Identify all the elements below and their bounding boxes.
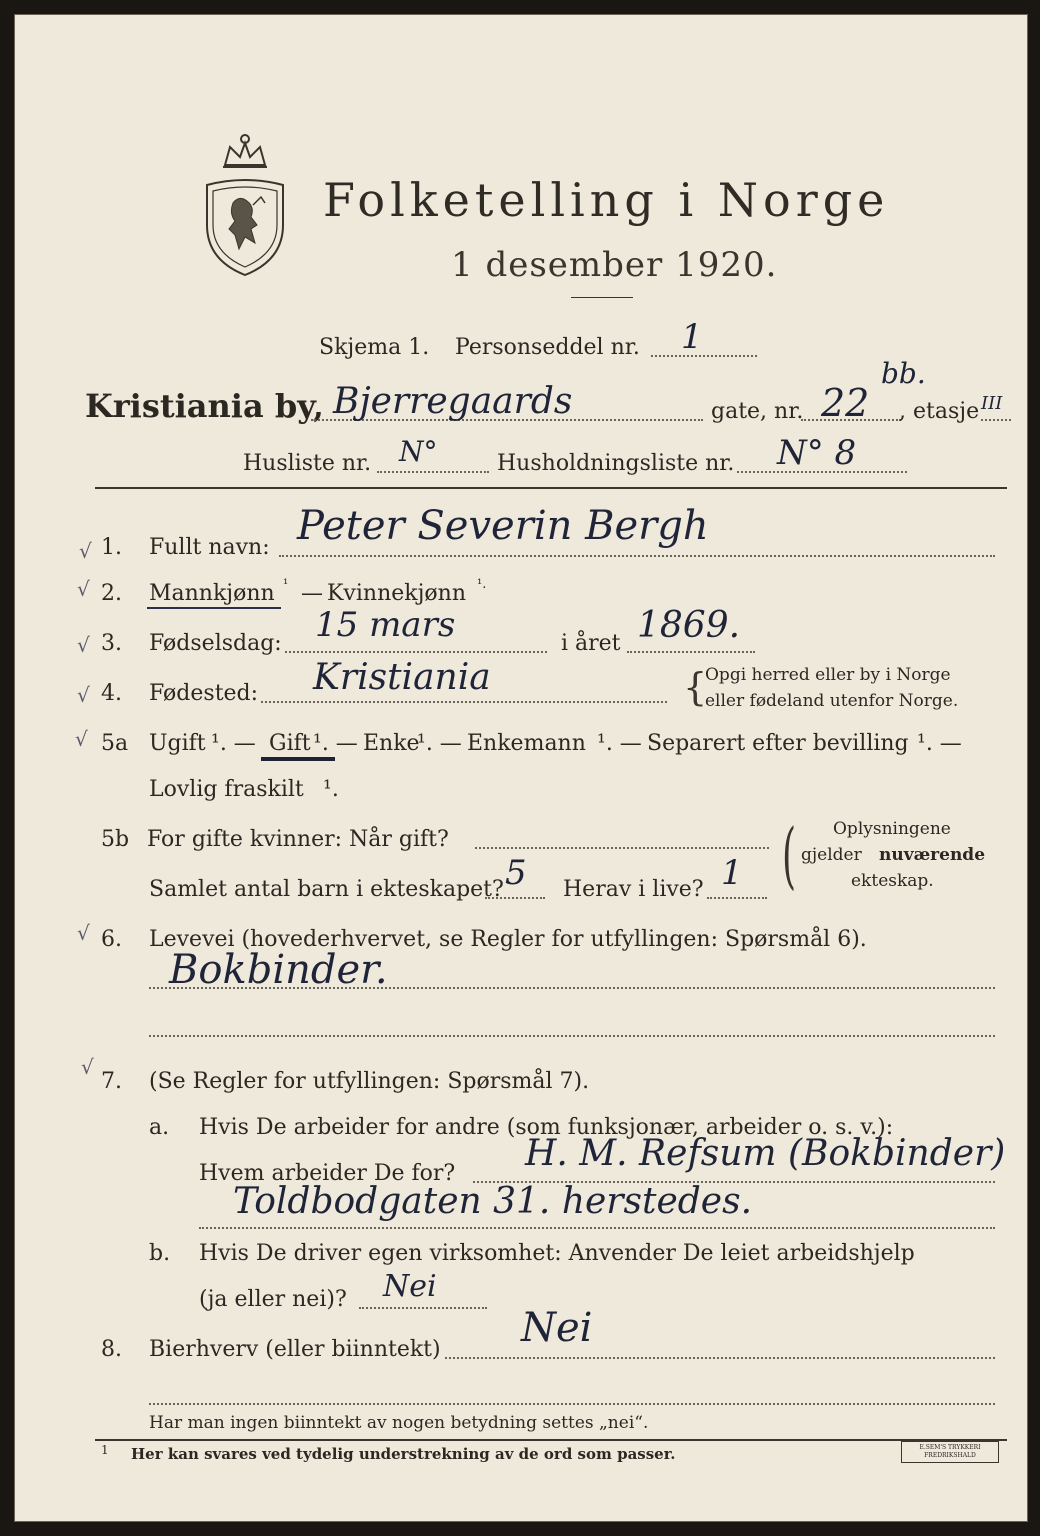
margin-tick: √ bbox=[77, 683, 90, 707]
q6-number: 6. bbox=[101, 927, 122, 952]
q3-number: 3. bbox=[101, 631, 122, 656]
footnote-mark: ¹. bbox=[477, 577, 487, 592]
q3-label: Fødselsdag: bbox=[149, 631, 282, 656]
form-title: Folketelling i Norge bbox=[323, 173, 890, 227]
footnote-text: Her kan svares ved tydelig understrekning av de ord som passer. bbox=[131, 1445, 676, 1463]
margin-tick: √ bbox=[75, 727, 88, 751]
employer-answer: H. M. Refsum (Bokbinder) bbox=[525, 1133, 1006, 1174]
option-female[interactable]: Kvinnekjønn bbox=[327, 581, 466, 606]
q2-number: 2. bbox=[101, 581, 122, 606]
q5a-sep1: ¹. — bbox=[211, 731, 256, 756]
q7a-employer-label: Hvem arbeider De for? bbox=[199, 1161, 456, 1186]
margin-tick: √ bbox=[77, 921, 90, 945]
living-children-answer: 1 bbox=[721, 853, 743, 893]
q2-separator: — bbox=[301, 581, 323, 606]
norway-coat-of-arms-icon bbox=[195, 125, 295, 285]
q7b-letter: b. bbox=[149, 1241, 171, 1266]
etasje-label: , etasje bbox=[899, 399, 980, 424]
husliste-field[interactable] bbox=[377, 471, 489, 473]
personseddel-label: Personseddel nr. bbox=[455, 335, 640, 360]
birth-year-answer: 1869. bbox=[637, 605, 741, 646]
header-divider bbox=[95, 487, 1007, 489]
q5b-living-label: Herav i live? bbox=[563, 877, 704, 902]
footnote-number: 1 bbox=[101, 1443, 109, 1457]
q7b-text: Hvis De driver egen virksomhet: Anvender De leiet arbeidshjelp bbox=[199, 1241, 915, 1266]
husholdning-label: Husholdningsliste nr. bbox=[497, 451, 735, 476]
year-label: i året bbox=[561, 631, 621, 656]
hired-help-field[interactable] bbox=[359, 1307, 487, 1309]
q7-label: (Se Regler for utfyllingen: Spørsmål 7). bbox=[149, 1069, 590, 1094]
q5b-note-line2a: gjelder bbox=[801, 845, 862, 865]
full-name-field[interactable] bbox=[279, 555, 995, 557]
q5a-sep2: ¹. — bbox=[313, 731, 358, 756]
q8-label: Bierhverv (eller biinntekt) bbox=[149, 1337, 441, 1362]
male-underline bbox=[147, 607, 281, 609]
employer-address-answer: Toldbodgaten 31. herstedes. bbox=[233, 1181, 753, 1222]
q5b-when-married-label: For gifte kvinner: Når gift? bbox=[147, 827, 449, 852]
full-name-answer: Peter Severin Bergh bbox=[297, 503, 709, 549]
occupation-answer: Bokbinder. bbox=[169, 947, 388, 993]
q7b-question: (ja eller nei)? bbox=[199, 1287, 347, 1312]
option-ugift[interactable]: Ugift bbox=[149, 731, 206, 756]
option-separert[interactable]: Separert efter bevilling bbox=[647, 731, 909, 756]
personseddel-field[interactable] bbox=[651, 355, 757, 357]
brace-icon: { bbox=[683, 665, 708, 709]
living-children-field[interactable] bbox=[707, 897, 767, 899]
option-fraskilt[interactable]: Lovlig fraskilt bbox=[149, 777, 304, 802]
when-married-field[interactable] bbox=[475, 847, 769, 849]
personseddel-answer: 1 bbox=[681, 317, 703, 357]
occupation-field-1[interactable] bbox=[149, 987, 995, 989]
house-number-suffix: bb. bbox=[881, 357, 926, 390]
q5a-sep3: ¹. — bbox=[417, 731, 462, 756]
q7a-text: Hvis De arbeider for andre (som funksjonær, arbeider o. s. v.): bbox=[199, 1115, 894, 1140]
q8-number: 8. bbox=[101, 1337, 122, 1362]
margin-tick: √ bbox=[79, 539, 92, 563]
q4-number: 4. bbox=[101, 681, 122, 706]
q7a-letter: a. bbox=[149, 1115, 170, 1140]
no-income-note: Har man ingen biinntekt av nogen betydning settes „nei“. bbox=[149, 1413, 649, 1433]
margin-tick: √ bbox=[81, 1055, 94, 1079]
q5a-number: 5a bbox=[101, 731, 129, 756]
footnote-mark: ¹ bbox=[283, 577, 289, 592]
gate-label: gate, nr. bbox=[711, 399, 804, 424]
option-enke[interactable]: Enke bbox=[363, 731, 420, 756]
skjema-label: Skjema 1. bbox=[319, 335, 430, 360]
footer-divider bbox=[95, 1439, 1007, 1441]
q7-number: 7. bbox=[101, 1069, 122, 1094]
q6-label: Levevei (hovederhvervet, se Regler for utfyllingen: Spørsmål 6). bbox=[149, 927, 867, 952]
street-answer: Bjerregaards bbox=[333, 381, 573, 422]
option-gift[interactable]: Gift bbox=[269, 731, 311, 756]
title-divider bbox=[571, 297, 633, 298]
house-number-answer: 22 bbox=[821, 381, 870, 425]
q4-note-line2: eller fødeland utenfor Norge. bbox=[705, 691, 959, 711]
option-male[interactable]: Mannkjønn bbox=[149, 581, 275, 606]
q5b-note-line1: Oplysningene bbox=[833, 819, 951, 839]
children-field[interactable] bbox=[485, 897, 545, 899]
birthday-answer: 15 mars bbox=[315, 605, 456, 645]
birthplace-field[interactable] bbox=[261, 701, 667, 703]
etasje-field[interactable] bbox=[981, 419, 1011, 421]
side-income-answer: Nei bbox=[521, 1305, 593, 1351]
brace-icon: ( bbox=[782, 813, 797, 897]
form-date: 1 desember 1920. bbox=[451, 245, 778, 285]
gift-underline bbox=[261, 757, 335, 761]
margin-tick: √ bbox=[77, 633, 90, 657]
q5a-end: ¹. bbox=[323, 777, 339, 802]
side-income-field[interactable] bbox=[445, 1357, 995, 1359]
q5a-sep5: ¹. — bbox=[917, 731, 962, 756]
margin-tick: √ bbox=[77, 577, 90, 601]
employer-address-field[interactable] bbox=[199, 1227, 995, 1229]
husholdning-answer: N° 8 bbox=[777, 433, 857, 473]
husliste-answer: N° bbox=[399, 435, 438, 468]
census-form-page bbox=[14, 14, 1028, 1522]
q5b-number: 5b bbox=[101, 827, 130, 852]
q5b-note-line3: ekteskap. bbox=[851, 871, 934, 891]
q4-label: Fødested: bbox=[149, 681, 259, 706]
etasje-answer: III bbox=[981, 393, 1003, 414]
q5a-sep4: ¹. — bbox=[597, 731, 642, 756]
birthplace-answer: Kristiania bbox=[313, 657, 491, 698]
children-answer: 5 bbox=[505, 853, 527, 893]
birthday-field[interactable] bbox=[285, 651, 547, 653]
q4-note-line1: Opgi herred eller by i Norge bbox=[705, 665, 951, 685]
hired-help-answer: Nei bbox=[383, 1269, 437, 1304]
q1-number: 1. bbox=[101, 535, 122, 560]
q5b-note-line2b: nuværende bbox=[879, 845, 986, 865]
option-enkemann[interactable]: Enkemann bbox=[467, 731, 586, 756]
husliste-label: Husliste nr. bbox=[243, 451, 372, 476]
q1-label: Fullt navn: bbox=[149, 535, 270, 560]
printer-stamp: E.SEM'S TRYKKERI FREDRIKSHALD bbox=[901, 1441, 999, 1463]
side-income-field-2[interactable] bbox=[149, 1403, 995, 1405]
city-label: Kristiania by, bbox=[85, 387, 324, 425]
q5b-children-label: Samlet antal barn i ekteskapet? bbox=[149, 877, 504, 902]
occupation-field-2[interactable] bbox=[149, 1035, 995, 1037]
birth-year-field[interactable] bbox=[627, 651, 755, 653]
